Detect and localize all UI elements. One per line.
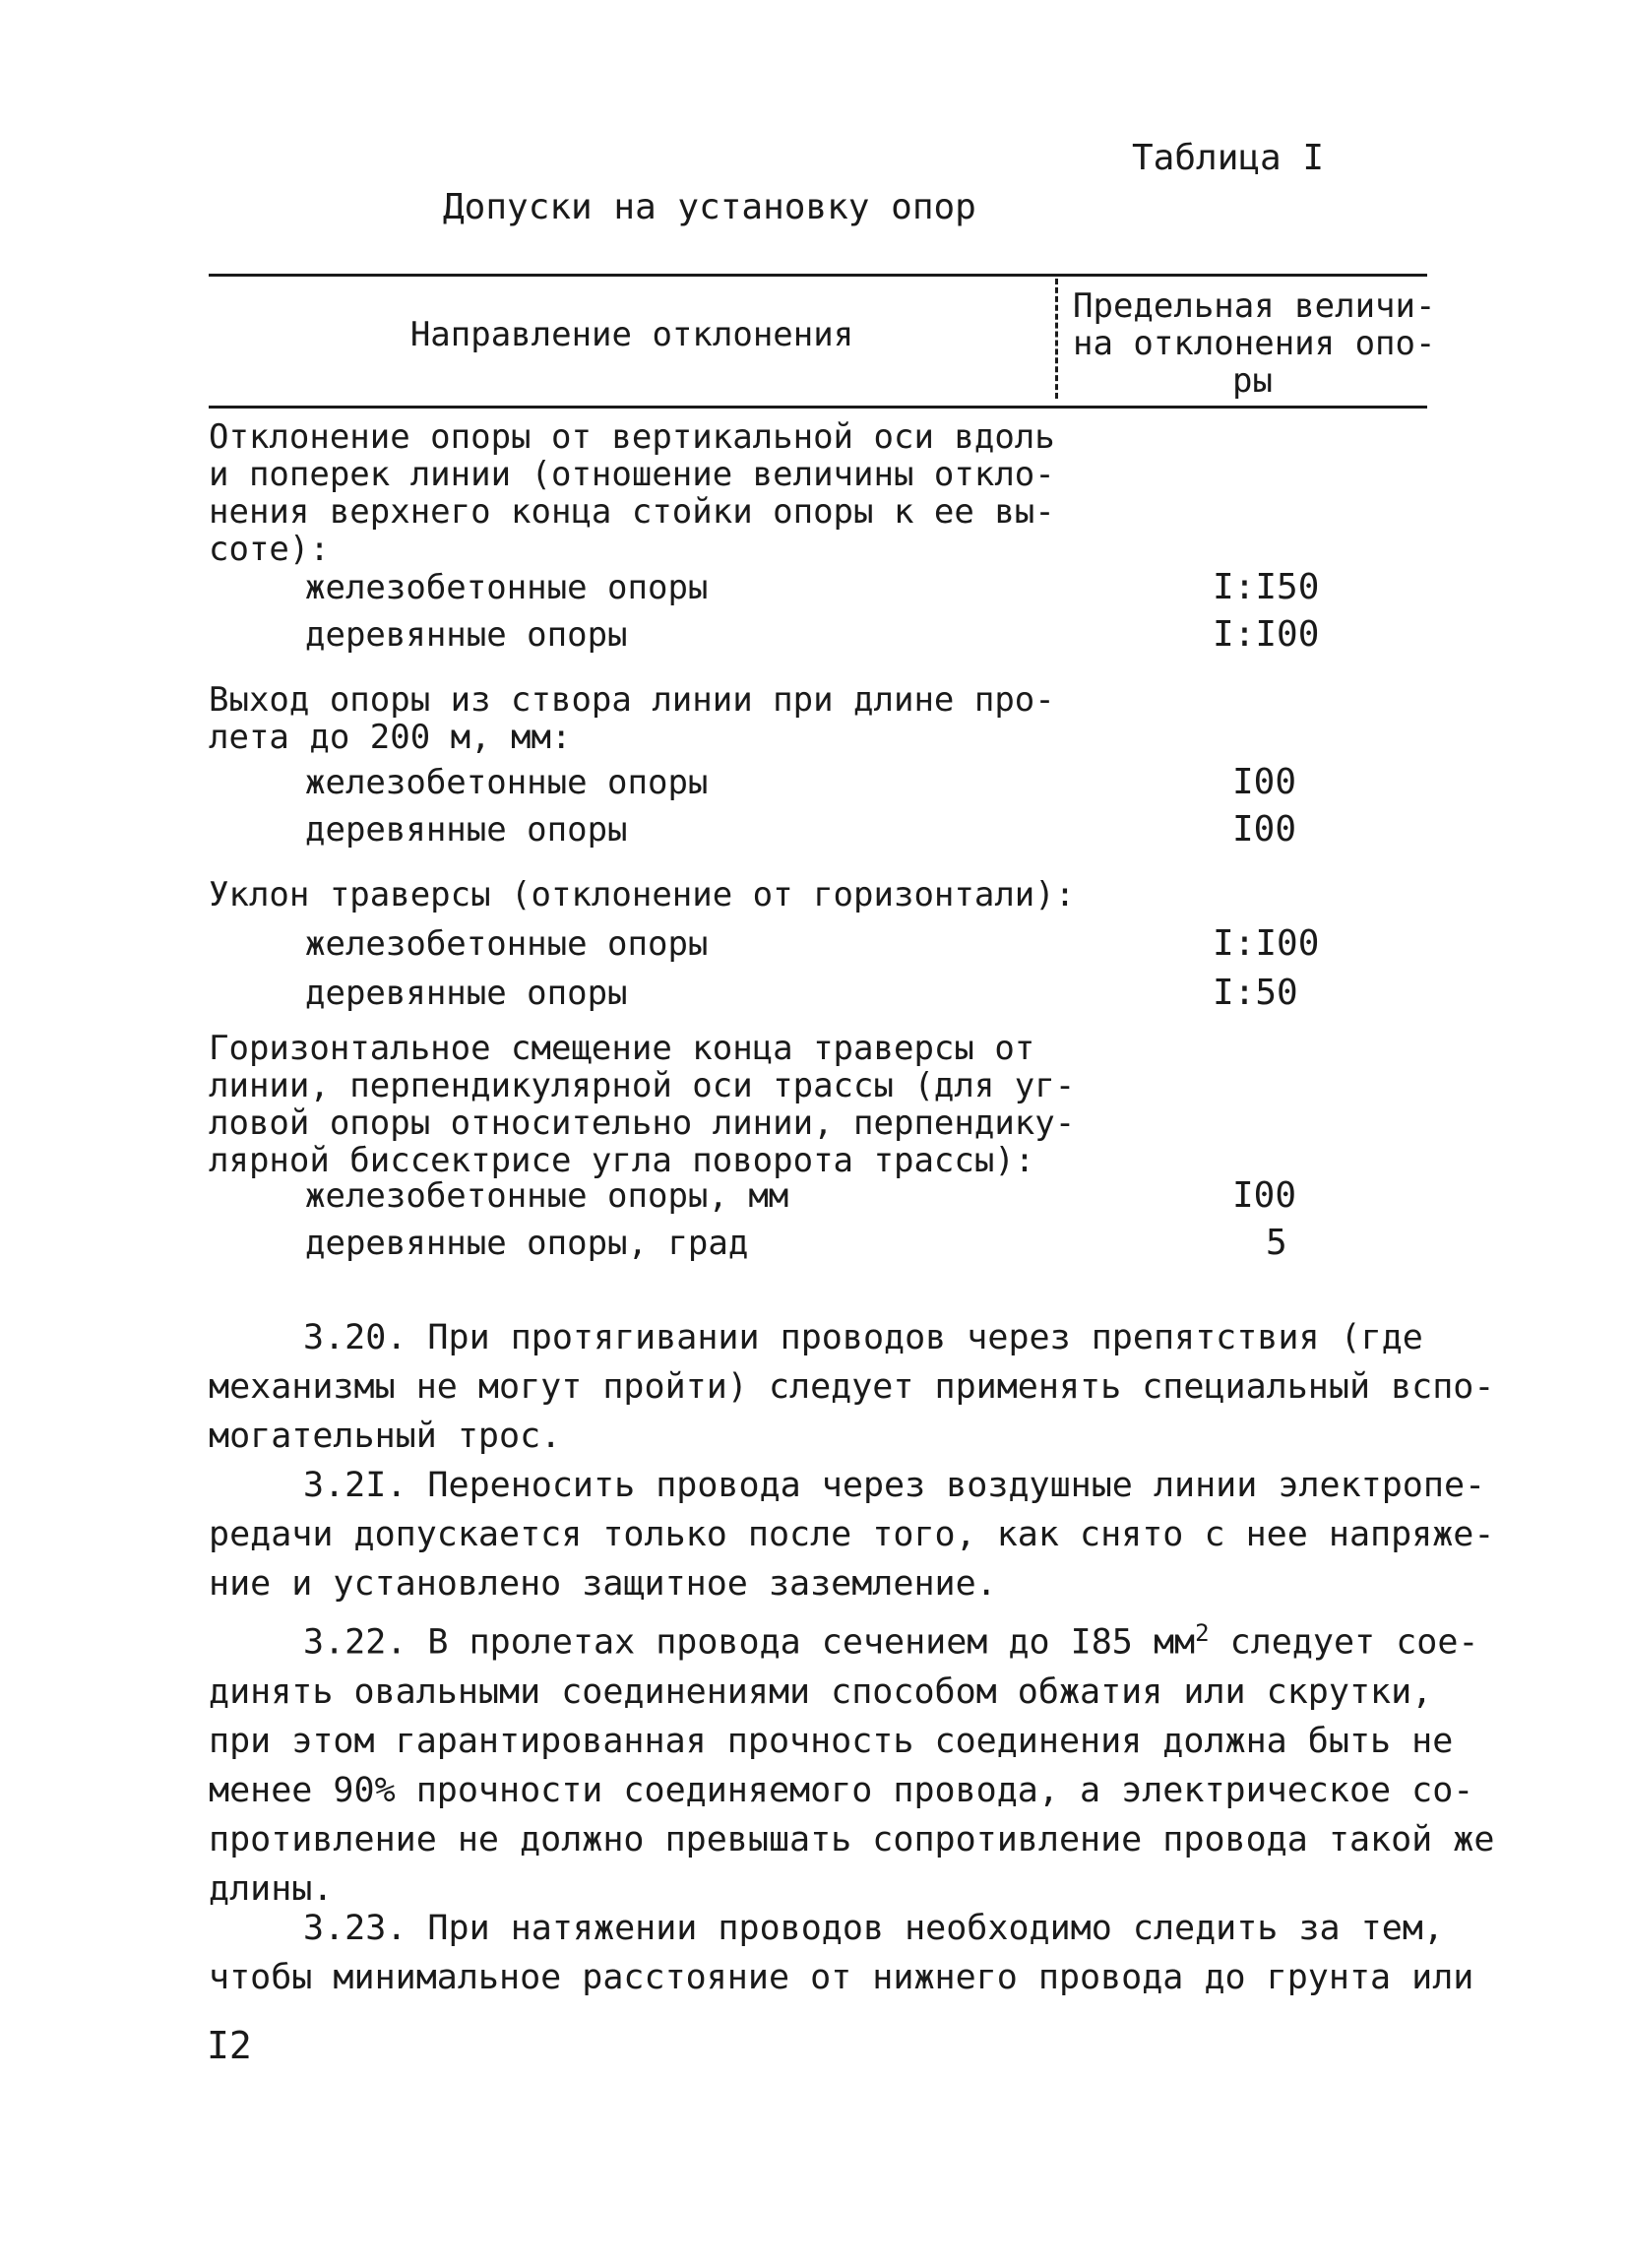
paragraph-text: 3.22. В пролетах провода сечением до I85 мм	[303, 1622, 1196, 1663]
table-header-rule	[209, 406, 1427, 409]
page-number: I2	[207, 2024, 252, 2067]
row-value: I00	[1232, 762, 1297, 802]
row-value: I:50	[1213, 973, 1298, 1013]
heading-line: и поперек линии (отношение величины откло-	[209, 455, 1055, 494]
paragraph-line	[209, 1608, 1479, 1668]
header-limit-value	[1073, 286, 1436, 401]
paragraph-line: могательный трос.	[209, 1417, 562, 1456]
row-label: железобетонные опоры	[305, 568, 709, 607]
heading-line: линии, перпендикулярной оси трассы (для уг-	[209, 1066, 1076, 1105]
section-heading	[209, 681, 1055, 756]
heading-line: Отклонение опоры от вертикальной оси вдоль	[209, 417, 1055, 457]
heading-line: Уклон траверсы (отклонение от горизонтали):	[209, 875, 1076, 914]
paragraph-line: чтобы минимальное расстояние от нижнего провода до грунта или	[209, 1958, 1474, 1997]
row-value: I00	[1232, 809, 1297, 850]
header-direction: Направление отклонения	[409, 315, 854, 354]
row-label: железобетонные опоры	[305, 763, 709, 802]
header-limit-line: на отклонения опо-	[1073, 324, 1436, 363]
heading-line: соте):	[209, 530, 330, 569]
paragraph-3-21	[209, 1461, 1495, 1608]
paragraph-3-23	[209, 1904, 1474, 2002]
paragraph-line: при этом гарантированная прочность соединения должна быть не	[209, 1721, 1454, 1761]
row-label: деревянные опоры	[305, 615, 628, 655]
row-value: I:I50	[1213, 567, 1320, 607]
paragraph-line: менее 90% прочности соединяемого провода, а электрическое со-	[209, 1770, 1474, 1810]
paragraph-line: ние и установлено защитное заземление.	[209, 1564, 997, 1604]
row-label: железобетонные опоры, мм	[305, 1176, 789, 1216]
row-value: I:I00	[1213, 923, 1320, 964]
heading-line: Горизонтальное смещение конца траверсы от	[209, 1029, 1035, 1068]
heading-line: лета до 200 м, мм:	[209, 718, 572, 757]
row-label: деревянные опоры	[305, 810, 628, 850]
heading-line: ловой опоры относительно линии, перпендику-	[209, 1103, 1076, 1143]
header-column-divider	[1055, 279, 1058, 399]
row-label: деревянные опоры, град	[305, 1224, 749, 1263]
paragraph-line: 3.20. При протягивании проводов через препятствия (где	[303, 1318, 1423, 1357]
paragraph-line: противление не должно превышать сопротивление провода такой же	[209, 1819, 1495, 1859]
section-heading	[209, 418, 1055, 568]
row-value: I00	[1232, 1175, 1297, 1216]
paragraph-text: следует сое-	[1209, 1622, 1479, 1663]
table-label: Таблица I	[1132, 138, 1325, 178]
table-title: Допуски на установку опор	[443, 187, 976, 227]
heading-line: Выход опоры из створа линии при длине про-	[209, 680, 1055, 720]
paragraph-line: длины.	[209, 1868, 334, 1909]
paragraph-3-22	[209, 1608, 1495, 1914]
heading-line: лярной биссектрисе угла поворота трассы):	[209, 1141, 1035, 1180]
section-heading	[209, 1030, 1075, 1179]
row-value: 5	[1266, 1223, 1287, 1263]
row-label: железобетонные опоры	[305, 924, 709, 964]
section-heading	[209, 876, 1075, 914]
superscript: 2	[1195, 1619, 1210, 1647]
paragraph-line: механизмы не могут пройти) следует применять специальный вспо-	[209, 1367, 1495, 1407]
header-limit-line: Предельная величи-	[1073, 286, 1436, 326]
paragraph-line: редачи допускается только после того, как снято с нее напряже-	[209, 1515, 1495, 1554]
paragraph-3-20	[209, 1313, 1495, 1461]
heading-line: нения верхнего конца стойки опоры к ее вы-	[209, 492, 1055, 532]
paragraph-line: 3.2I. Переносить провода через воздушные линии электропе-	[303, 1466, 1486, 1505]
row-value: I:I00	[1213, 614, 1320, 655]
paragraph-line: динять овальными соединениями способом обжатия или скрутки,	[209, 1671, 1433, 1712]
paragraph-line: 3.23. При натяжении проводов необходимо следить за тем,	[303, 1909, 1444, 1948]
header-limit-line: ры	[1232, 361, 1273, 401]
table-top-rule	[209, 274, 1427, 277]
row-label: деревянные опоры	[305, 974, 628, 1013]
